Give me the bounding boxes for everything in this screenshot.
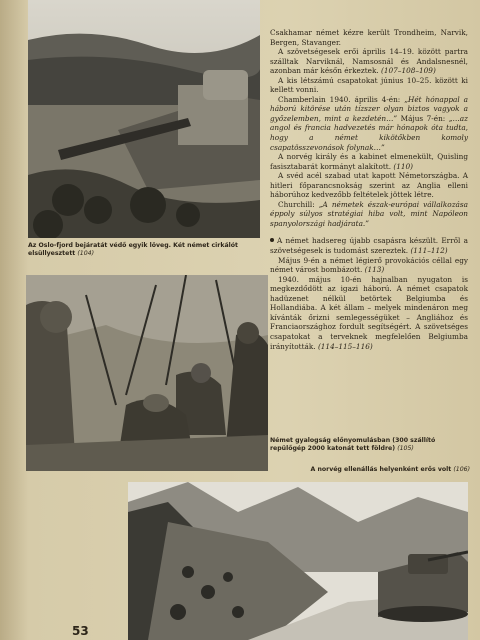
photo-caption-2: Német gyalogság előnyomulásban (300 szállító repülőgép 2000 katonát tett földre) (105) xyxy=(270,437,436,453)
infantry-photo xyxy=(26,275,268,471)
norway-tank-photo xyxy=(128,482,468,640)
photo-caption-1 xyxy=(28,242,260,259)
paragraph: A német hadsereg újabb csapásra készült. Erről a szövetségesek is tudomást szereztek. (111–112) xyxy=(270,236,468,256)
article-text xyxy=(270,28,468,351)
coastal-gun-photo xyxy=(28,0,260,238)
paragraph: Csakhamar német kézre került Trondheim, Narvik, Bergen, Stavanger. xyxy=(270,28,468,47)
page-number: 53 xyxy=(72,624,89,638)
paragraph: 1940. május 10-én hajnalban nyugaton is megkezdődött az igazi háború. A német csapatok hadüzenet nélkül betörtek Belgiumba és Hollandiába. A két állam – melyek mindenáron meg kívánták őrizni semlegességüket – Angliához és Franciaországhoz fordult segítségért. A szövetséges csapatokat a terveknek megfelelően Belgiumba irányították. (114–115–116) xyxy=(270,274,468,351)
paragraph: Churchill: „A németek észak-európai vállalkozása éppoly súlyos stratégiai hiba volt, mint Napóleon spanyolországi hadjárata.” xyxy=(270,199,468,228)
photo-caption-3: A norvég ellenállás helyenként erős volt (106) xyxy=(310,466,470,473)
paragraph: A szövetségesek erői április 14–19. között partra szálltak Narviknál, Namsosnál és Andalsnesnél, azonban már későn érkeztek. (107–108–109) xyxy=(270,47,468,76)
caption-text: Az Oslo-fjord bejáratát védő egyik löveg. Két német cirkálót elsüllyesztett xyxy=(28,242,238,258)
paragraph: Chamberlain 1940. április 4-én: „Hét hónappal a háború kitörése után tízszer olyan biztos vagyok a győzelemben, mint a kezdetén…” Május 7-én: „…az angol és francia hadvezetés már hónapok óta tudta, hogy a német kikötőkben komoly csapatösszevonások folynak…” xyxy=(270,94,468,152)
bullet-icon xyxy=(270,238,274,242)
paragraph: A svéd acél szabad utat kapott Németországba. A hitleri főparancsnokság szerint az Anglia elleni háborúhoz kedvezőbb feltételek jöttek létre. xyxy=(270,171,468,200)
paragraph: A norvég király és a kabinet elmenekült, Quisling fasisztabarát kormányt alakított. (110) xyxy=(270,152,468,171)
paragraph: A kis létszámú csapatokat június 10–25. között ki kellett vonni. xyxy=(270,75,468,95)
caption-ref: (104) xyxy=(77,250,95,258)
paragraph: Május 9-én a német légierő provokációs céllal egy német várost bombázott. (113) xyxy=(270,255,468,275)
